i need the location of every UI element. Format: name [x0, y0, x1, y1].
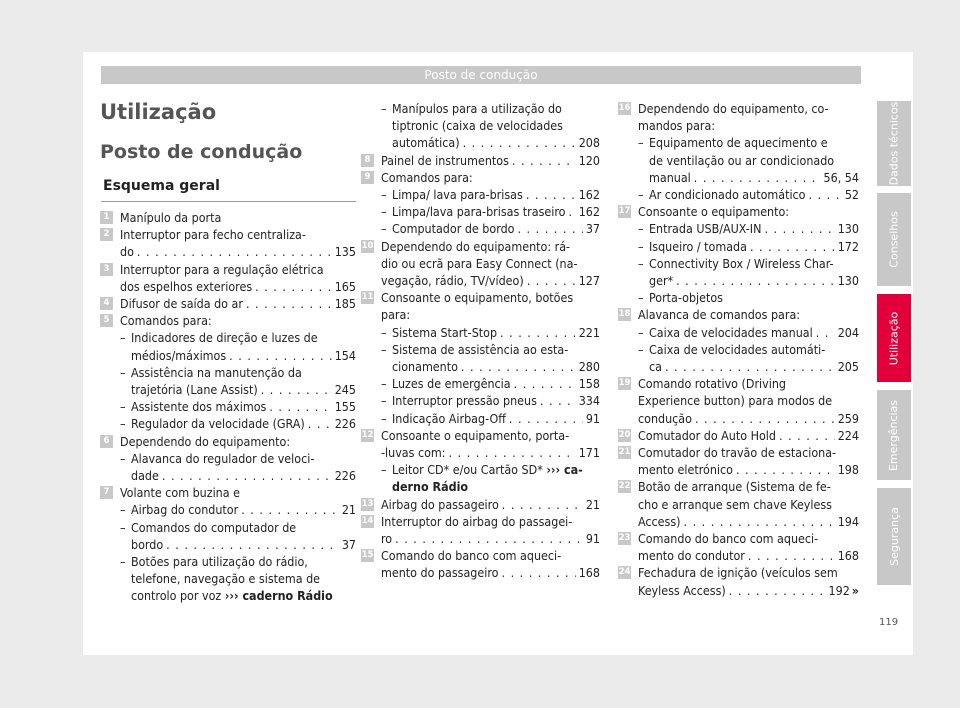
- continued-arrow-icon: »: [851, 582, 859, 598]
- sub-item-text: controlo por voz: [131, 588, 222, 604]
- page-ref[interactable]: 204: [837, 324, 859, 340]
- list-item: 11 Consoante o equipamento, botões para: – Sistema Start-Stop . . . 221 – Sistema de assistência ao esta- cionamento . . . 280 – Luzes de emergência . . . 158 – Interruptor pressão pneus . . . 334 – Indicação Airbag-Off . . . 91: [381, 289, 600, 427]
- sub-item-text: Isqueiro / tomada: [649, 238, 747, 254]
- page-ref[interactable]: 37: [585, 221, 600, 237]
- callout-badge: 23: [618, 533, 631, 544]
- item-text: Comando do banco com aqueci-: [381, 548, 562, 564]
- page-ref[interactable]: 226: [334, 468, 356, 484]
- item-text: Consoante o equipamento, porta-: [381, 427, 570, 443]
- page-ref[interactable]: 52: [844, 187, 859, 203]
- item-text: Interruptor do airbag do passagei-: [381, 513, 573, 529]
- item-text: Interruptor para fecho centraliza-: [120, 227, 306, 243]
- sub-item-text: ger*: [649, 273, 674, 289]
- cross-reference-link[interactable]: derno Rádio: [392, 479, 469, 495]
- sub-item-text: ca: [649, 359, 662, 375]
- sub-item-text: Ar condicionado automático: [649, 187, 806, 203]
- page-ref[interactable]: 194: [837, 513, 859, 529]
- callout-badge: 24: [618, 567, 631, 578]
- item-text: dos espelhos exteriores: [120, 278, 253, 294]
- page-ref[interactable]: 205: [837, 359, 859, 375]
- item-text: Keyless Access): [638, 582, 726, 598]
- tab-seguranca[interactable]: [877, 488, 911, 585]
- callout-badge: 12: [361, 429, 374, 440]
- callout-badge: 3: [100, 263, 113, 276]
- tab-emergencias[interactable]: [877, 390, 911, 480]
- item-text: Consoante o equipamento:: [638, 204, 790, 220]
- item-text: Dependendo do equipamento, co-: [638, 101, 829, 116]
- item-text: Airbag do passageiro: [381, 496, 499, 512]
- list-item: [361, 496, 600, 513]
- item-text: Access): [638, 513, 681, 529]
- item-text: Botão de arranque (Sistema de fe-: [638, 479, 831, 495]
- sub-item-text: Caixa de velocidades automáti-: [649, 341, 826, 357]
- sub-item-text: trajetória (Lane Assist): [131, 382, 258, 398]
- page-ref[interactable]: 155: [334, 399, 356, 415]
- page-ref[interactable]: 158: [578, 376, 600, 392]
- page-ref[interactable]: 120: [578, 152, 600, 168]
- callout-badge: 6: [100, 435, 113, 448]
- sub-item-text: de ventilação ou ar condicionado: [649, 152, 835, 168]
- page-ref[interactable]: 192: [828, 582, 850, 598]
- page-ref[interactable]: 280: [578, 359, 600, 375]
- page-ref[interactable]: 208: [578, 135, 600, 151]
- sub-item-text: Interruptor pressão pneus: [392, 393, 537, 409]
- list-item: [361, 547, 600, 581]
- list-item: 9 Comandos para: – Limpa/ lava para-brisas . . . 162 – Limpa/lava para-brisas traseiro . . . 162 – Computador de bordo . . . 37: [381, 169, 600, 238]
- item-text: Alavanca de comandos para:: [638, 307, 801, 323]
- sub-item-text: Comandos do computador de: [131, 519, 297, 535]
- item-text: vegação, rádio, TV/vídeo): [381, 273, 524, 289]
- sub-item-text: Luzes de emergência: [392, 376, 511, 392]
- sub-item-text: Assistente dos máximos: [131, 399, 267, 415]
- callout-badge: 22: [618, 481, 631, 492]
- item-text: para:: [381, 307, 411, 323]
- callout-badge: 18: [618, 309, 631, 320]
- sub-item-text: Indicação Airbag-Off: [392, 410, 506, 426]
- item-text: mandos para:: [638, 118, 716, 134]
- column-1: [103, 209, 356, 605]
- item-text: Comutador do Auto Hold: [638, 427, 776, 443]
- divider: [101, 201, 356, 202]
- page-ref[interactable]: 334: [578, 393, 600, 409]
- item-text: Comando do banco com aqueci-: [638, 531, 819, 547]
- sub-item-text: dade: [131, 468, 159, 484]
- list-item: 17 Consoante o equipamento: – Entrada USB/AUX-IN . . . 130 – Isqueiro / tomada . . . 172 – Connectivity Box / Wireless Char- ger* . . . 130 – Porta-objetos: [638, 203, 859, 306]
- page-ref[interactable]: 56, 54: [823, 169, 859, 185]
- sub-item-text: Assistência na manutenção da: [131, 364, 302, 380]
- sub-item-text: Computador de bordo: [392, 221, 515, 237]
- page-ref[interactable]: 171: [578, 445, 600, 461]
- item-text: Interruptor para a regulação elétrica: [120, 261, 324, 277]
- sub-item-text: Equipamento de aquecimento e: [649, 135, 828, 151]
- tab-label: Emergências: [887, 399, 901, 471]
- callout-badge: 2: [100, 228, 113, 241]
- page-ref[interactable]: 162: [578, 204, 600, 220]
- page-ref[interactable]: 259: [837, 410, 859, 426]
- item-text: Comandos para:: [120, 313, 212, 329]
- tab-label: Dados técnicos: [887, 101, 901, 186]
- list-item: – Manípulos para a utilização do tiptronic (caixa de velocidades automática) . . . 208: [381, 100, 600, 152]
- sub-item-text: Limpa/lava para-brisas traseiro: [392, 204, 566, 220]
- item-text: Fechadura de ignição (veículos sem: [638, 565, 838, 581]
- sub-item-text: Sistema Start-Stop: [392, 324, 498, 340]
- page-ref[interactable]: 185: [334, 296, 356, 312]
- item-text: Difusor de saída do ar: [120, 296, 243, 312]
- sub-item-text: Botões para utilização do rádio,: [131, 554, 308, 570]
- section-title: Posto de condução: [100, 141, 303, 163]
- sub-item-text: Limpa/ lava para-brisas: [392, 187, 523, 203]
- item-text: condução: [638, 410, 692, 426]
- page-ref[interactable]: 21: [585, 496, 600, 512]
- list-item: [364, 152, 600, 169]
- item-text: mento do condutor: [638, 548, 745, 564]
- list-item: [618, 444, 859, 478]
- cross-reference-link[interactable]: ››› caderno Rádio: [224, 588, 333, 604]
- sub-item-text: Leitor CD* e/ou Cartão SD*: [392, 462, 543, 478]
- sub-item-text: Entrada USB/AUX-IN: [649, 221, 762, 237]
- callout-badge: 1: [100, 211, 113, 224]
- list-item: 6 Dependendo do equipamento: – Alavanca do regulador de veloci- dade . . . 226: [120, 433, 356, 485]
- page-ref[interactable]: 172: [837, 238, 859, 254]
- tab-label: Conselhos: [887, 211, 901, 268]
- list-item: [618, 564, 859, 598]
- item-text: cho e arranque sem chave Keyless: [638, 496, 832, 512]
- callout-badge: 11: [361, 292, 374, 303]
- list-item: [618, 427, 859, 444]
- sub-item-text: bordo: [131, 536, 164, 552]
- page-ref[interactable]: 91: [585, 410, 600, 426]
- callout-badge: 7: [100, 486, 113, 499]
- list-item: [618, 478, 859, 530]
- item-text: Dependendo do equipamento:: [120, 433, 291, 449]
- list-item: [103, 226, 356, 260]
- page-ref[interactable]: 21: [341, 502, 356, 518]
- sub-item-text: cionamento: [392, 359, 458, 375]
- sub-item-text: Airbag do condutor: [131, 502, 239, 518]
- sub-item-text: Manípulos para a utilização do: [392, 101, 562, 116]
- callout-badge: 4: [100, 297, 113, 310]
- chapter-title: Utilização: [100, 100, 217, 124]
- page-number: 119: [879, 617, 899, 628]
- sub-item-text: Porta-objetos: [649, 290, 723, 306]
- item-text: Comando rotativo (Driving: [638, 376, 786, 392]
- list-item: [618, 530, 859, 564]
- callout-badge: 17: [618, 206, 631, 217]
- column-2: [361, 100, 600, 582]
- list-item: 7 Volante com buzina e – Airbag do condutor . . . 21 – Comandos do computador de bordo . . . 37 – Botões para utilização do rádio, telefone, navegação e sistema de controlo por voz ››› caderno Rádio: [120, 484, 356, 604]
- list-item: [618, 375, 859, 427]
- page-ref[interactable]: 162: [578, 187, 600, 203]
- page-ref[interactable]: 154: [334, 347, 356, 363]
- page-ref[interactable]: 226: [334, 416, 356, 432]
- callout-badge: 15: [361, 550, 374, 561]
- list-item: 16 Dependendo do equipamento, co- mandos para: – Equipamento de aquecimento e de ventilação ou ar condicionado manual . . . 56, 54 – Ar condicionado automático . . . 52: [638, 100, 859, 203]
- item-text: mento eletrónico: [638, 462, 733, 478]
- page-ref[interactable]: 37: [341, 536, 356, 552]
- item-text: Dependendo do equipamento: rá-: [381, 238, 571, 254]
- column-3: [618, 100, 859, 599]
- item-text: mento do passageiro: [381, 565, 499, 581]
- list-item: [361, 238, 600, 290]
- callout-badge: 19: [618, 378, 631, 389]
- tab-label: Segurança: [887, 507, 901, 566]
- sub-item-text: médios/máximos: [131, 347, 227, 363]
- page-ref[interactable]: 165: [334, 278, 356, 294]
- sub-item-text: Caixa de velocidades manual: [649, 324, 813, 340]
- callout-badge: 21: [618, 447, 631, 458]
- item-text: Manípulo da porta: [120, 210, 222, 225]
- callout-badge: 20: [618, 429, 631, 440]
- page-ref[interactable]: 245: [334, 382, 356, 398]
- sub-item-text: manual: [649, 169, 691, 185]
- tab-dados-tecnicos[interactable]: [877, 101, 911, 186]
- item-text: -luvas com:: [381, 445, 446, 461]
- list-item: [103, 209, 356, 226]
- item-text: ro: [381, 531, 393, 547]
- sub-item-text: telefone, navegação e sistema de: [131, 571, 321, 587]
- sub-item-text: Indicadores de direção e luzes de: [131, 330, 318, 346]
- cross-reference-link[interactable]: ››› ca-: [546, 462, 583, 478]
- list-item: 18 Alavanca de comandos para: – Caixa de velocidades manual . . . 204 – Caixa de velocidades automáti- ca . . . 205: [638, 306, 859, 375]
- page-ref[interactable]: 198: [837, 462, 859, 478]
- callout-badge: 10: [361, 240, 374, 251]
- sub-item-text: Regulador da velocidade (GRA): [131, 416, 305, 432]
- subsection-title: Esquema geral: [103, 178, 220, 194]
- page-ref[interactable]: 168: [837, 548, 859, 564]
- list-item: 5 Comandos para: – Indicadores de direção e luzes de médios/máximos . . . 154 – Assistência na manutenção da trajetória (Lane Assist) . . . 245 – Assistente dos máximos . . . 155 – Regulador da velocidade (GRA) . . . 226: [120, 312, 356, 432]
- tab-utilizacao[interactable]: [877, 294, 911, 382]
- item-text: Consoante o equipamento, botões: [381, 290, 574, 306]
- list-item: 12 Consoante o equipamento, porta- -luvas com: . . . 171 – Leitor CD* e/ou Cartão SD* ››› ca- derno Rádio: [381, 427, 600, 496]
- callout-badge: 14: [361, 515, 374, 526]
- callout-badge: 9: [361, 171, 374, 184]
- list-item: [103, 295, 356, 312]
- page-ref[interactable]: 224: [837, 427, 859, 443]
- callout-badge: 16: [618, 103, 631, 113]
- item-text: Painel de instrumentos: [381, 152, 509, 168]
- item-text: Comandos para:: [381, 169, 473, 185]
- sub-item-text: Alavanca do regulador de veloci-: [131, 450, 315, 466]
- callout-badge: 8: [361, 154, 374, 167]
- callout-badge: 13: [361, 498, 374, 509]
- sub-item-text: Connectivity Box / Wireless Char-: [649, 255, 834, 271]
- item-text: do: [120, 244, 134, 260]
- list-item: [103, 261, 356, 295]
- page-ref[interactable]: 130: [837, 273, 859, 289]
- page-ref[interactable]: 135: [334, 244, 356, 260]
- sub-item-text: Sistema de assistência ao esta-: [392, 341, 569, 357]
- page-ref[interactable]: 91: [585, 531, 600, 547]
- item-text: dio ou ecrã para Easy Connect (na-: [381, 255, 578, 271]
- callout-badge: 5: [100, 314, 113, 327]
- tab-conselhos[interactable]: [877, 193, 911, 286]
- running-header: Posto de condução: [101, 66, 861, 84]
- page-ref[interactable]: 130: [837, 221, 859, 237]
- sub-item-text: automática): [392, 135, 460, 151]
- sub-item-text: tiptronic (caixa de velocidades: [392, 118, 563, 134]
- list-item: [361, 513, 600, 547]
- item-text: Experience button) para modos de: [638, 393, 833, 409]
- page-ref[interactable]: 168: [578, 565, 600, 581]
- tab-label: Utilização: [887, 311, 901, 365]
- page-ref[interactable]: 221: [578, 324, 600, 340]
- item-text: Volante com buzina e: [120, 485, 240, 501]
- item-text: Comutador do travão de estaciona-: [638, 445, 837, 461]
- page-ref[interactable]: 127: [578, 273, 600, 289]
